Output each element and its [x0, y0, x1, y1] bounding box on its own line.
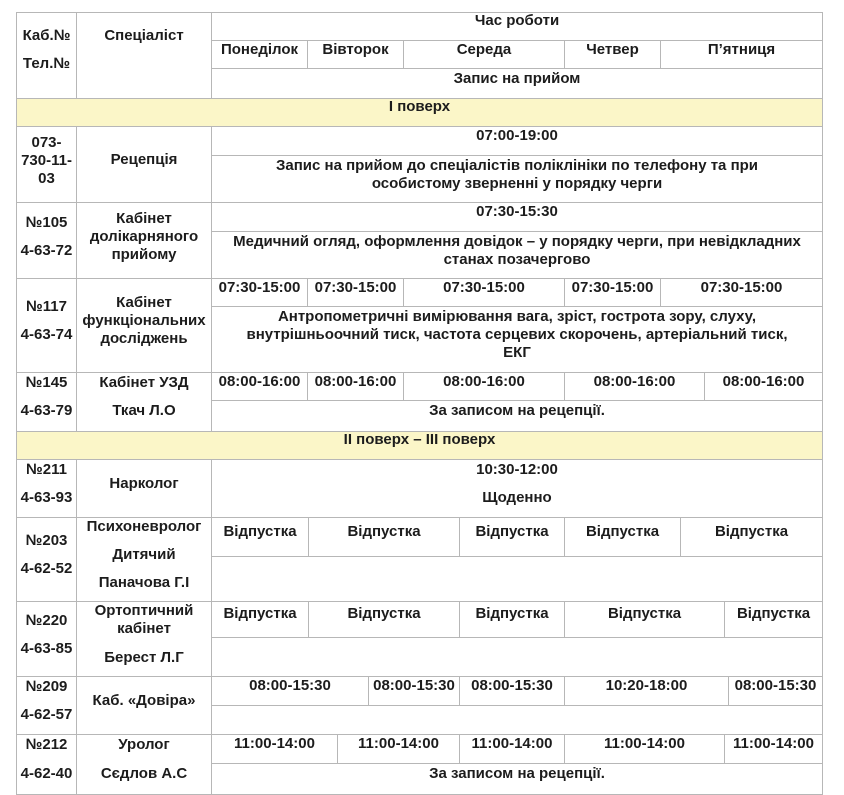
row-211-phone: 4-63-93	[20, 489, 73, 506]
row-211-specialist: Нарколог	[109, 475, 179, 492]
row-145-note: За записом на рецепції.	[429, 402, 605, 419]
row-117-specialist-line-2: функціональних	[82, 312, 206, 329]
row-117-note-line-2: внутрішньоочний тиск, частота серцевих скорочень, артеріальний тиск,	[246, 326, 788, 343]
header-cabinet-label: Каб.№	[22, 27, 71, 44]
row-117-tuesday: 07:30-15:00	[314, 279, 397, 296]
row-209-specialist: Каб. «Довіра»	[92, 692, 196, 709]
row-212-room: №212	[25, 736, 68, 753]
row-220-phone: 4-63-85	[20, 640, 73, 657]
row-203-phone: 4-62-52	[20, 560, 73, 577]
header-day-tuesday: Вівторок	[322, 41, 389, 58]
row-reception-room-line-1: 073-	[31, 134, 62, 151]
row-211-hours: 10:30-12:00	[476, 461, 558, 478]
row-145-tuesday: 08:00-16:00	[314, 373, 397, 390]
row-145-monday: 08:00-16:00	[218, 373, 301, 390]
header-specialist-label: Спеціаліст	[104, 27, 184, 44]
row-212-specialist-line-2: Сєдлов А.С	[100, 765, 188, 782]
row-220-specialist-line-3: Берест Л.Г	[104, 649, 184, 666]
row-212-thursday: 11:00-14:00	[604, 735, 685, 752]
row-reception-specialist: Рецепція	[110, 151, 178, 168]
row-212-note: За записом на рецепції.	[429, 765, 605, 782]
row-117-note-line-1: Антропометричні вимірювання вага, зріст, гострота зору, слуху,	[277, 308, 757, 325]
row-203-specialist-line-2: Дитячий	[112, 546, 176, 563]
header-day-friday: П’ятниця	[707, 41, 776, 58]
row-145-specialist-line-1: Кабінет УЗД	[99, 374, 189, 391]
row-220-friday: Відпустка	[736, 605, 811, 622]
row-211-room: №211	[26, 461, 67, 478]
row-117-monday: 07:30-15:00	[218, 279, 301, 296]
row-212-specialist-line-1: Уролог	[118, 736, 170, 753]
row-220-wednesday: Відпустка	[475, 605, 549, 622]
row-117-specialist-line-3: досліджень	[100, 330, 188, 347]
row-220-specialist-line-2: кабінет	[117, 620, 171, 637]
row-105-specialist-line-3: прийому	[111, 246, 177, 263]
row-203-tuesday: Відпустка	[347, 523, 421, 540]
header-day-wednesday: Середа	[456, 41, 512, 58]
header-day-monday: Понеділок	[220, 41, 299, 58]
row-211-note: Щоденно	[482, 489, 552, 506]
row-117-phone: 4-63-74	[20, 326, 73, 343]
row-117-specialist-line-1: Кабінет	[116, 294, 172, 311]
row-209-room: №209	[25, 678, 68, 695]
row-reception-note-line-1: Запис на прийом до спеціалістів поліклініки по телефону та при	[275, 157, 759, 174]
row-105-phone: 4-63-72	[20, 242, 73, 259]
row-117-wednesday: 07:30-15:00	[443, 279, 525, 296]
floor-2-label: ІІ поверх – ІІІ поверх	[343, 431, 496, 448]
row-203-monday: Відпустка	[223, 523, 297, 540]
floor-1-label: І поверх	[388, 98, 451, 115]
row-203-thursday: Відпустка	[585, 523, 660, 540]
row-145-specialist-line-2: Ткач Л.О	[112, 402, 176, 419]
row-209-wednesday: 08:00-15:30	[471, 677, 553, 694]
row-117-thursday: 07:30-15:00	[571, 279, 654, 296]
row-220-specialist-line-1: Ортоптичний	[94, 602, 194, 619]
row-209-thursday: 10:20-18:00	[605, 677, 688, 694]
row-209-friday: 08:00-15:30	[734, 677, 817, 694]
row-212-wednesday: 11:00-14:00	[471, 735, 553, 752]
row-203-room: №203	[25, 532, 68, 549]
header-appointment-label: Запис на прийом	[453, 70, 581, 87]
row-145-thursday: 08:00-16:00	[593, 373, 676, 390]
row-220-tuesday: Відпустка	[347, 605, 421, 622]
row-203-friday: Відпустка	[714, 523, 789, 540]
row-212-monday: 11:00-14:00	[234, 735, 315, 752]
row-220-room: №220	[25, 612, 68, 629]
row-105-room: №105	[25, 214, 68, 231]
row-reception-note-line-2: особистому зверненні у порядку черги	[371, 175, 663, 192]
header-work-hours-label: Час роботи	[474, 12, 560, 29]
header-day-thursday: Четвер	[586, 41, 639, 58]
row-105-note-line-1: Медичний огляд, оформлення довідок – у порядку черги, при невідкладних	[233, 233, 801, 250]
row-145-phone: 4-63-79	[20, 402, 73, 419]
row-105-specialist-line-1: Кабінет	[116, 210, 172, 227]
row-203-specialist-line-1: Психоневролог	[86, 518, 202, 535]
row-212-phone: 4-62-40	[20, 765, 73, 782]
row-105-hours: 07:30-15:30	[476, 203, 558, 220]
row-117-note-line-3: ЕКГ	[503, 344, 531, 361]
row-145-room: №145	[25, 374, 68, 391]
row-reception-room-line-3: 03	[38, 170, 55, 187]
row-220-monday: Відпустка	[223, 605, 297, 622]
row-145-friday: 08:00-16:00	[722, 373, 805, 390]
row-209-monday: 08:00-15:30	[249, 677, 331, 694]
row-145-wednesday: 08:00-16:00	[443, 373, 525, 390]
row-209-tuesday: 08:00-15:30	[373, 677, 455, 694]
row-105-specialist-line-2: долікарняного	[89, 228, 199, 245]
row-209-phone: 4-62-57	[20, 706, 73, 723]
row-212-tuesday: 11:00-14:00	[358, 735, 439, 752]
row-220-thursday: Відпустка	[607, 605, 682, 622]
row-reception-room-line-2: 730-11-	[21, 152, 72, 169]
header-phone-label: Тел.№	[22, 55, 71, 72]
row-212-friday: 11:00-14:00	[733, 735, 814, 752]
row-203-specialist-line-3: Паначова Г.І	[98, 574, 190, 591]
row-117-room: №117	[26, 298, 67, 315]
row-105-note-line-2: станах позачергово	[443, 251, 591, 268]
row-reception-hours: 07:00-19:00	[476, 127, 558, 144]
row-203-wednesday: Відпустка	[475, 523, 549, 540]
row-117-friday: 07:30-15:00	[700, 279, 783, 296]
